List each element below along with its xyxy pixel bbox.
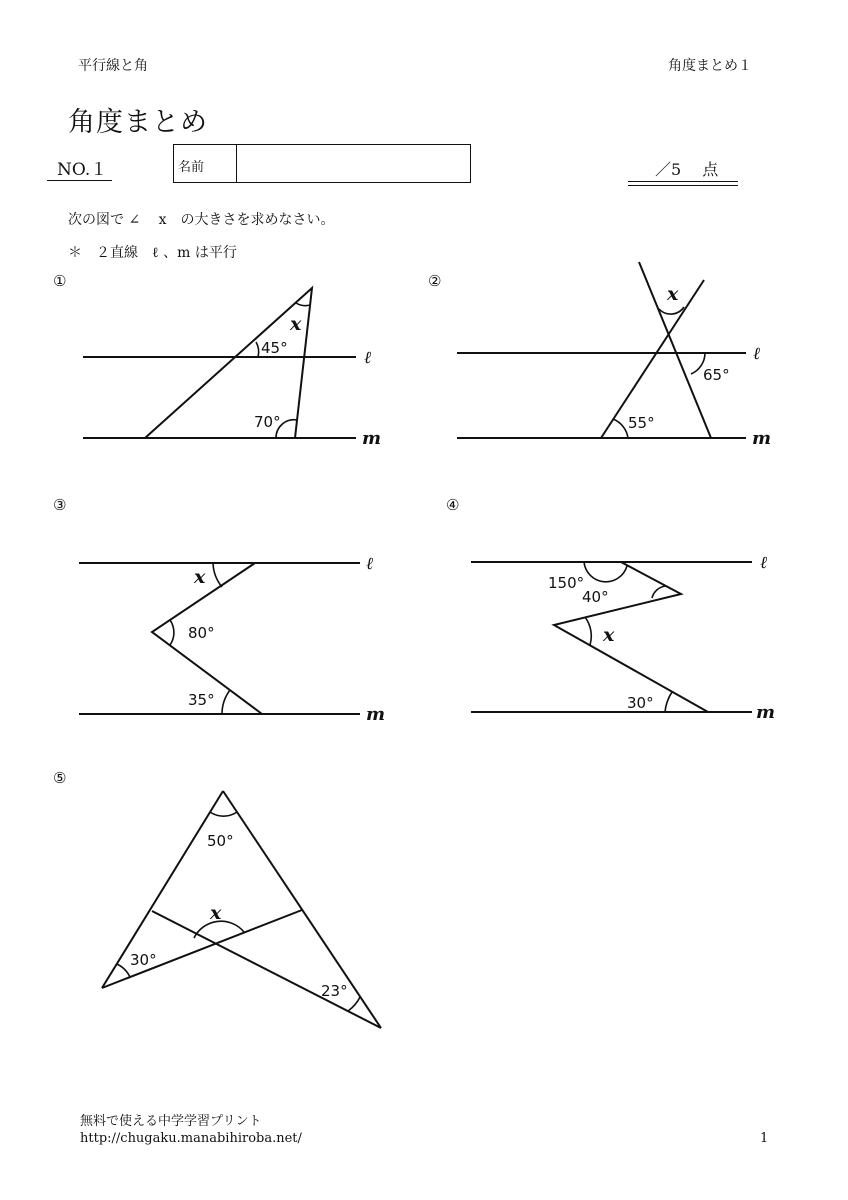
- instruction-text: 次の図で ∠ x の大きさを求めなさい。: [68, 212, 335, 228]
- label-m-4: m: [756, 702, 776, 723]
- label-l-4: ℓ: [760, 553, 768, 573]
- label-m-1: m: [362, 428, 382, 449]
- angle-label-70: 70°: [254, 413, 281, 431]
- angle-arc-50: [210, 812, 237, 816]
- label-l-3: ℓ: [366, 554, 374, 574]
- angle-label-23: 23°: [321, 982, 348, 1000]
- footer-site-name: 無料で使える中学学習プリント: [80, 1114, 262, 1129]
- angle-label-35: 35°: [188, 691, 215, 709]
- problem-number-1: ①: [53, 272, 67, 290]
- label-m-3: m: [366, 704, 386, 725]
- score-label: ／5 点: [655, 160, 719, 179]
- page-number: 1: [760, 1131, 769, 1146]
- problem-number-3: ③: [53, 496, 67, 514]
- angle-label-50: 50°: [207, 832, 234, 850]
- unknown-x-2: x: [667, 283, 679, 305]
- label-l-1: ℓ: [364, 348, 372, 368]
- angle-label-150: 150°: [548, 574, 585, 592]
- angle-arc-23: [348, 997, 360, 1011]
- sheet-title: 角度まとめ１: [668, 58, 752, 74]
- unknown-x-1: x: [290, 313, 302, 335]
- segment-b-5: [152, 911, 381, 1028]
- parallel-note: ＊ ２直線 ℓ 、m は平行: [68, 245, 237, 261]
- label-l-2: ℓ: [753, 344, 761, 364]
- unknown-x-4: x: [603, 624, 615, 646]
- sheet-number: NO.１: [57, 160, 108, 180]
- angle-arc-30: [117, 964, 130, 977]
- angle-label-40: 40°: [582, 588, 609, 606]
- problem-number-4: ④: [446, 496, 460, 514]
- footer-url[interactable]: http://chugaku.manabihiroba.net/: [80, 1131, 302, 1146]
- page-title: 角度まとめ: [68, 107, 208, 138]
- angle-label-45: 45°: [261, 339, 288, 357]
- angle-label-80: 80°: [188, 624, 215, 642]
- angle-label-30: 30°: [130, 951, 157, 969]
- segment-a-5: [102, 910, 302, 988]
- angle-label-55: 55°: [628, 414, 655, 432]
- angle-label-30: 30°: [627, 694, 654, 712]
- unknown-x-3: x: [194, 566, 206, 588]
- unit-title: 平行線と角: [78, 58, 148, 74]
- problem-number-5: ⑤: [53, 769, 67, 787]
- unknown-x-5: x: [210, 902, 222, 924]
- name-label: 名前: [178, 160, 205, 175]
- label-m-2: m: [752, 428, 772, 449]
- angle-label-65: 65°: [703, 366, 730, 384]
- problem-number-2: ②: [428, 272, 442, 290]
